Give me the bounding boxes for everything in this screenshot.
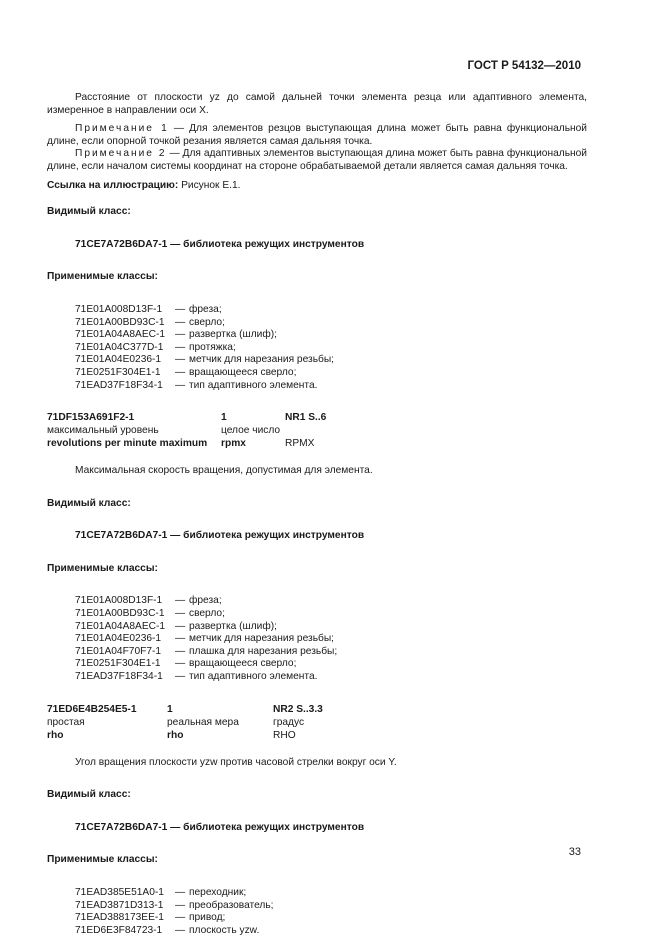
note-2-text: — Для адаптивных элементов выступающая длина может быть равна функциональной длине, если началом системы координат на стороне обрабатываемой детали является самая дальняя точка. [47,148,587,172]
note-1 [47,123,587,148]
table-row: 71DF153A691F2-1 1 NR1 S..6 [47,412,327,424]
list-item: 71E01A00BD93C-1 — сверло; [75,608,225,620]
figure-reference-value: Рисунок Е.1. [178,179,241,191]
list-item: 71E0251F304E1-1 — вращающееся сверло; [75,366,297,378]
property-2-description: Угол вращения плоскости yzw против часовой стрелки вокруг оси Y. [75,756,397,768]
visible-class-heading: Видимый класс: [47,789,131,801]
list-item: 71EAD385E51A0-1 — переходник; [75,887,247,898]
list-item: 71EAD3871D313-1 — преобразователь; [75,899,274,911]
list-item: 71E01A04C377D-1 — протяжка; [75,341,236,353]
list-item: 71E01A00BD93C-1 — сверло; [75,316,225,328]
table-row: простая реальная мера градус [47,716,305,728]
library-line: 71CE7A72B6DA7-1 — библиотека режущих инструментов [75,238,365,250]
table-row: 71ED6E4B254E5-1 1 NR2 S..3.3 [47,703,323,715]
note-1-label: Примечание 1 [75,123,169,135]
list-item: 71ED6E3F84723-1 — плоскость yzw. [75,924,260,936]
list-item: 71EAD37F18F34-1 — тип адаптивного элемента. [75,671,318,683]
list-item: 71E01A008D13F-1 — фреза; [75,595,222,607]
table-row: максимальный уровень целое число [47,425,281,437]
applicable-classes-heading: Применимые классы: [47,271,158,283]
applicable-classes-list [47,304,587,392]
list-item: 71E01A04A8AEC-1 — развертка (шлиф); [75,620,277,632]
list-item: 71E01A04E0236-1 — метчик для нарезания резьбы; [75,633,334,645]
applicable-classes-heading: Применимые классы: [47,854,158,866]
library-line: 71CE7A72B6DA7-1 — библиотека режущих инструментов [75,530,365,542]
applicable-classes-heading: Применимые классы: [47,562,158,574]
list-item: 71E01A008D13F-1 — фреза; [75,303,222,315]
note-1-text: — Для элементов резцов выступающая длина может быть равна функциональной длине, если опорной точкой резания является самая дальняя точка. [47,123,587,147]
table-row: revolutions per minute maximum rpmx RPMX [47,438,315,450]
visible-class-heading: Видимый класс: [47,497,131,509]
list-item: 71EAD388173EE-1 — привод; [75,912,226,924]
property-table-2 [47,704,373,743]
list-item: 71E0251F304E1-1 — вращающееся сверло; [75,658,297,670]
list-item: 71E01A04F70F7-1 — плашка для нарезания резьбы; [75,645,338,657]
page-number: 33 [568,846,581,858]
note-2-label: Примечание 2 [75,148,167,160]
list-item: 71E01A04E0236-1 — метчик для нарезания резьбы; [75,354,334,366]
visible-class-heading: Видимый класс: [47,206,131,218]
applicable-classes-list [47,887,587,937]
applicable-classes-list [47,595,587,683]
property-1-description: Максимальная скорость вращения, допустимая для элемента. [75,465,373,477]
figure-reference [47,180,587,193]
property-table-1 [47,412,385,451]
definition-text: Расстояние от плоскости yz до самой дальней точки элемента резца или адаптивного элемента, измеренное в направлении оси X. [47,92,587,116]
figure-reference-label: Ссылка на иллюстрацию: [47,179,179,191]
library-line: 71CE7A72B6DA7-1 — библиотека режущих инструментов [75,821,365,833]
list-item: 71E01A04A8AEC-1 — развертка (шлиф); [75,329,277,341]
table-row: rho rho RHO [47,729,296,741]
page-content [47,92,587,937]
list-item: 71EAD37F18F34-1 — тип адаптивного элемента. [75,379,318,391]
standard-code: ГОСТ Р 54132—2010 [467,60,581,72]
note-2 [47,148,587,173]
